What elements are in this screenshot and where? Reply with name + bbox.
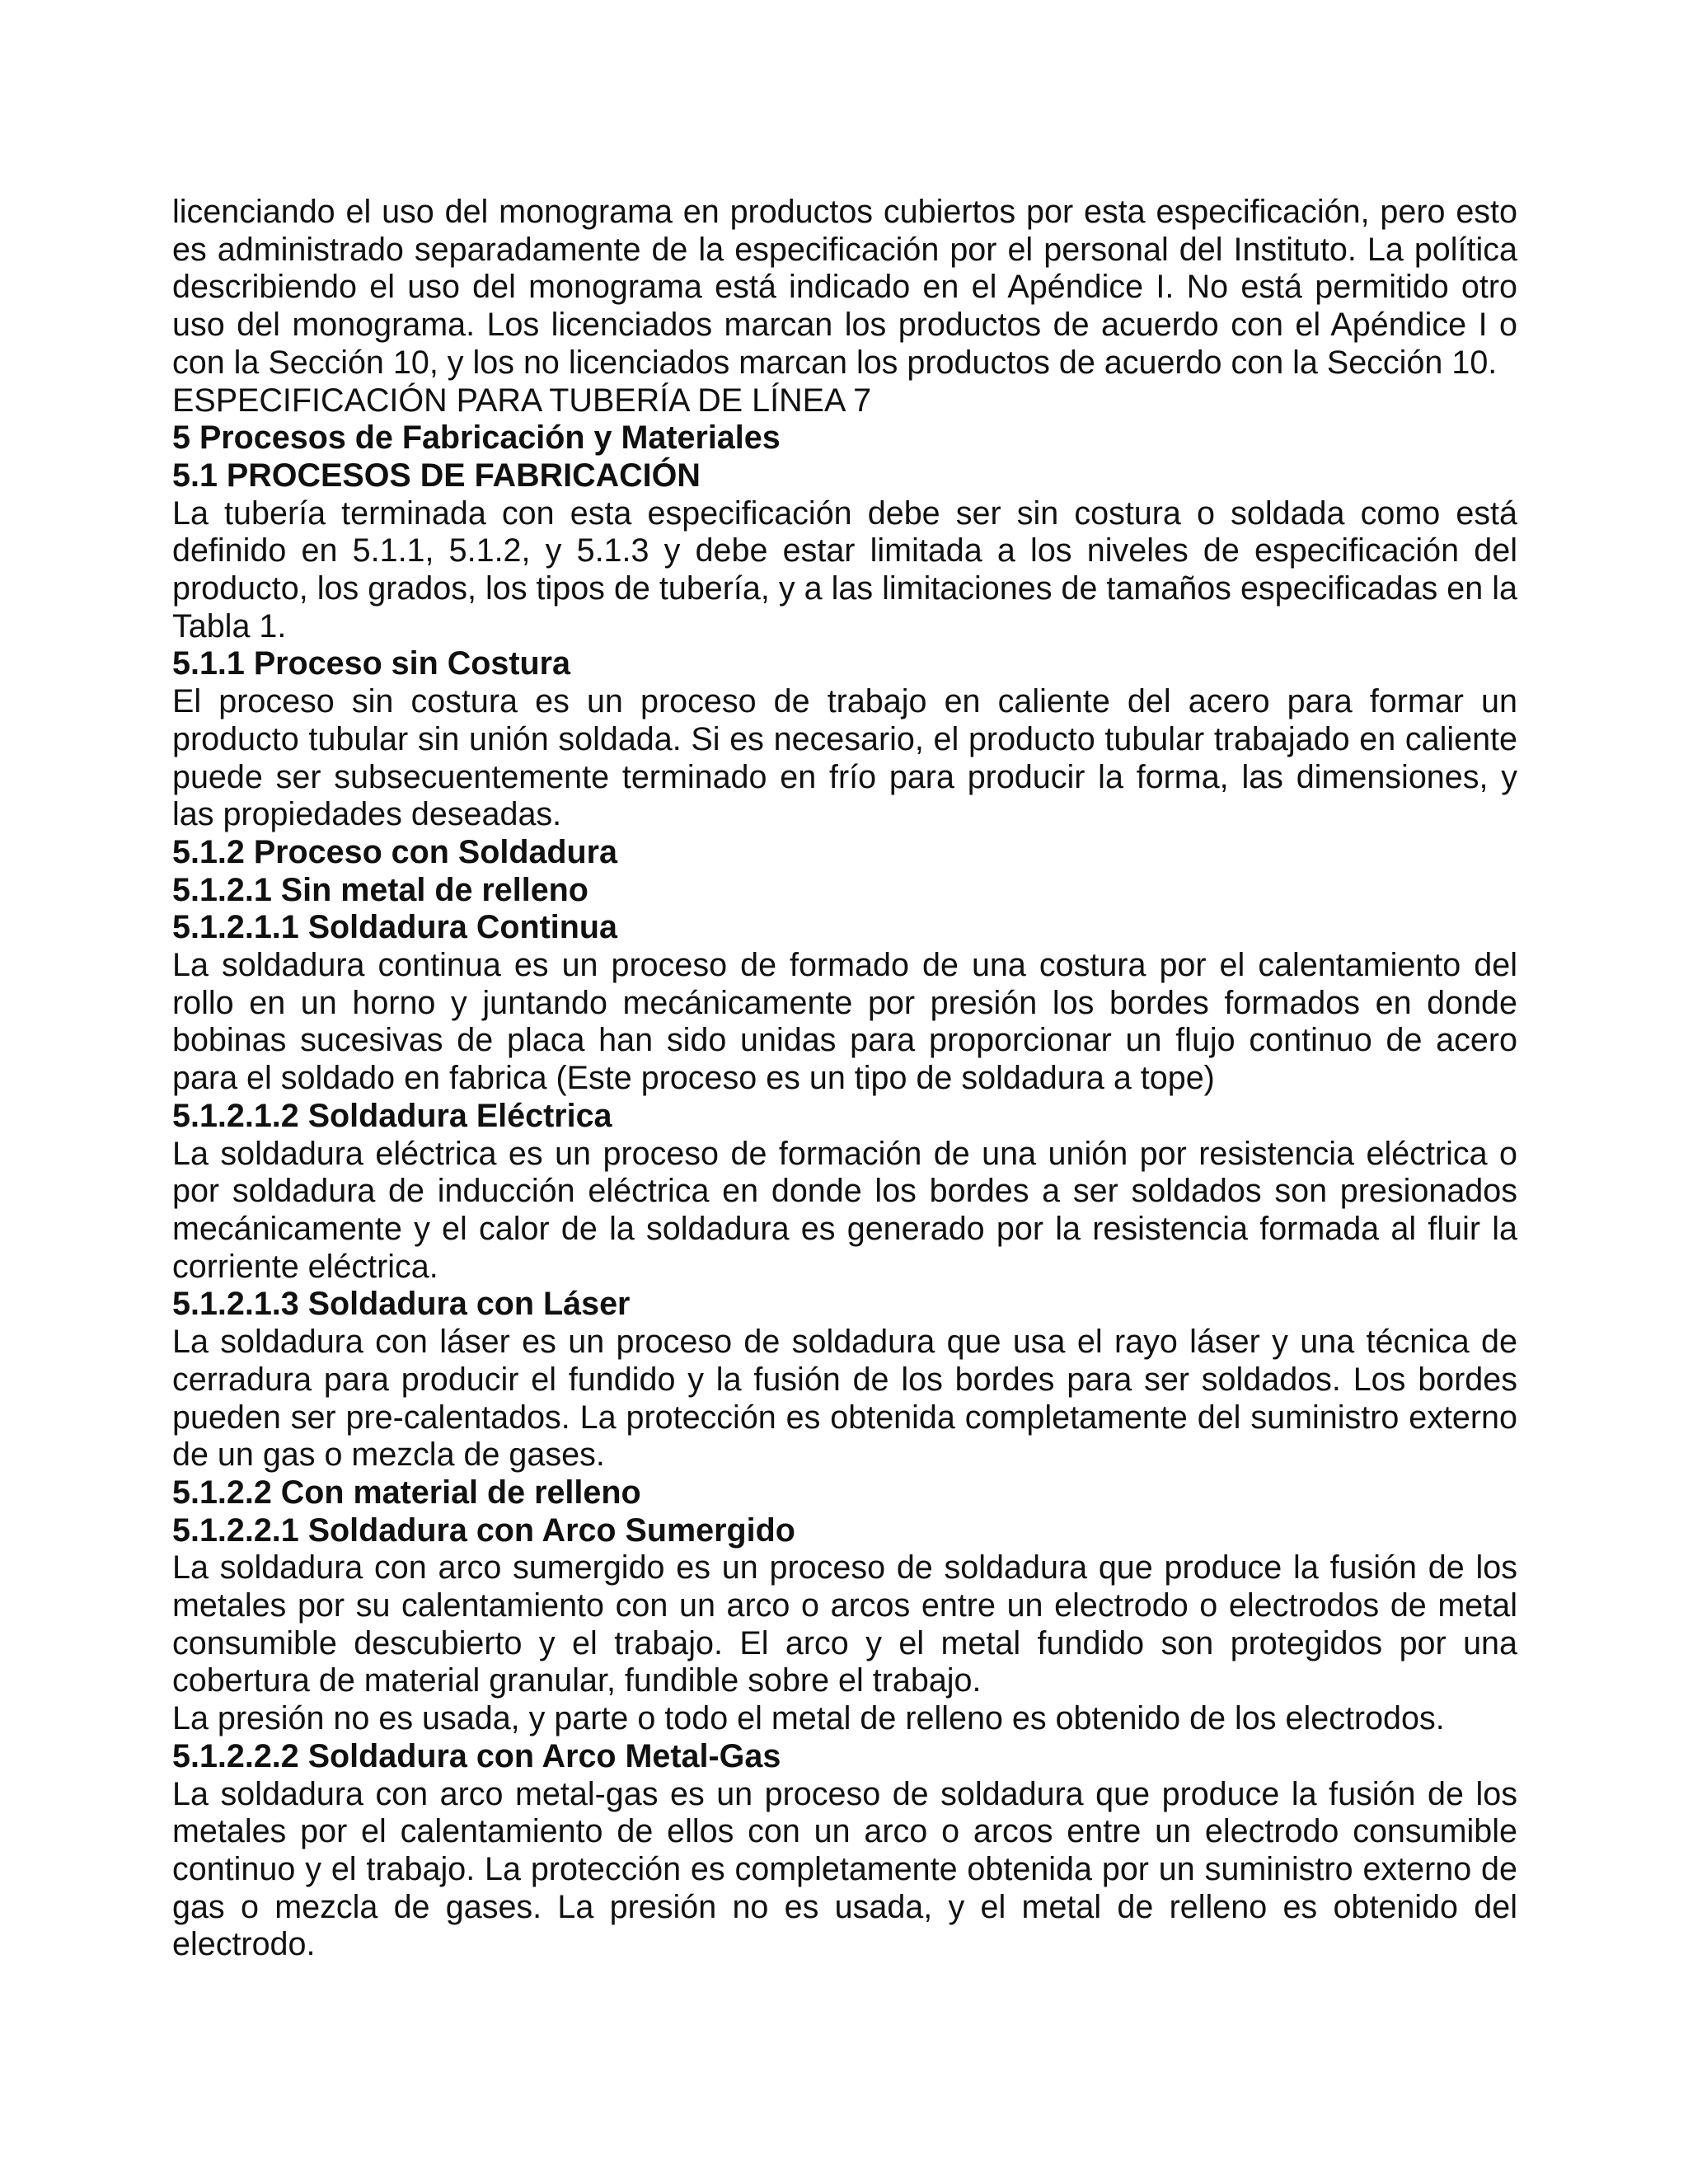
section-5-1-2-1-1-paragraph: La soldadura continua es un proceso de formado de una costura por el calentamiento del rollo en un horno y juntando mecánicamente por presión los bordes formados en donde bobinas sucesivas de placa han sido unidas para proporcionar un flujo continuo de acero para el soldado en fabrica (Este proceso es un tipo de soldadura a tope) (172, 947, 1517, 1097)
section-5-1-2-heading: 5.1.2 Proceso con Soldadura (172, 833, 618, 870)
section-5-heading: 5 Procesos de Fabricación y Materiales (172, 419, 781, 457)
section-5-1-2-1-heading: 5.1.2.1 Sin metal de relleno (172, 871, 588, 908)
section-5-1-2-2-1-note-paragraph: La presión no es usada, y parte o todo el metal de relleno es obtenido de los electrodos. (172, 1700, 1445, 1737)
section-5-1-2-1-3-paragraph: La soldadura con láser es un proceso de soldadura que usa el rayo láser y una técnica de cerradura para producir el fundido y la fusión de los bordes para ser soldados. Los bordes pueden ser pre-calentados. La protección es obtenida completamente del suministro externo de un gas o mezcla de gases. (172, 1324, 1517, 1474)
document-page (172, 194, 1517, 1964)
section-5-1-2-2-1-paragraph: La soldadura con arco sumergido es un proceso de soldadura que produce la fusión de los metales por su calentamiento con un arco o arcos entre un electrodo o electrodos de metal consumible descubierto y el trabajo. El arco y el metal fundido son protegidos por una cobertura de material granular, fundible sobre el trabajo. (172, 1549, 1517, 1699)
section-5-1-2-1-3-heading: 5.1.2.1.3 Soldadura con Láser (172, 1286, 631, 1323)
section-5-1-1-heading: 5.1.1 Proceso sin Costura (172, 645, 570, 682)
section-5-1-1-paragraph: El proceso sin costura es un proceso de trabajo en caliente del acero para formar un producto tubular sin unión soldada. Si es necesario, el producto tubular trabajado en caliente puede ser subsecuentemente terminado en frío para producir la forma, las dimensiones, y las propiedades deseadas. (172, 683, 1517, 833)
section-5-1-2-1-1-heading: 5.1.2.1.1 Soldadura Continua (172, 909, 617, 946)
running-header: ESPECIFICACIÓN PARA TUBERÍA DE LÍNEA 7 (172, 382, 872, 419)
section-5-1-heading: 5.1 PROCESOS DE FABRICACIÓN (172, 457, 701, 494)
section-5-1-2-2-1-heading: 5.1.2.2.1 Soldadura con Arco Sumergido (172, 1511, 795, 1549)
monogram-licensing-paragraph: licenciando el uso del monograma en productos cubiertos por esta especificación, pero esto es administrado separadamente de la especificación por el personal del Instituto. La política describiendo el uso del monograma está indicado en el Apéndice I. No está permitido otro uso del monograma. Los licenciados marcan los productos de acuerdo con el Apéndice I o con la Sección 10, y los no licenciados marcan los productos de acuerdo con la Sección 10. (172, 194, 1517, 381)
section-5-1-2-2-2-paragraph: La soldadura con arco metal-gas es un proceso de soldadura que produce la fusión de los metales por el calentamiento de ellos con un arco o arcos entre un electrodo consumible continuo y el trabajo. La protección es completamente obtenida por un suministro externo de gas o mezcla de gases. La presión no es usada, y el metal de relleno es obtenido del electrodo. (172, 1775, 1517, 1963)
section-5-1-2-1-2-paragraph: La soldadura eléctrica es un proceso de formación de una unión por resistencia eléctrica o por soldadura de inducción eléctrica en donde los bordes a ser soldados son presionados mecánicamente y el calor de la soldadura es generado por la resistencia formada al fluir la corriente eléctrica. (172, 1135, 1517, 1285)
section-5-1-2-2-2-heading: 5.1.2.2.2 Soldadura con Arco Metal-Gas (172, 1737, 781, 1774)
section-5-1-2-1-2-heading: 5.1.2.1.2 Soldadura Eléctrica (172, 1097, 612, 1134)
section-5-1-paragraph: La tubería terminada con esta especificación debe ser sin costura o soldada como está definido en 5.1.1, 5.1.2, y 5.1.3 y debe estar limitada a los niveles de especificación del producto, los grados, los tipos de tubería, y a las limitaciones de tamaños especificadas en la Tabla 1. (172, 494, 1517, 644)
section-5-1-2-2-heading: 5.1.2.2 Con material de relleno (172, 1474, 641, 1511)
